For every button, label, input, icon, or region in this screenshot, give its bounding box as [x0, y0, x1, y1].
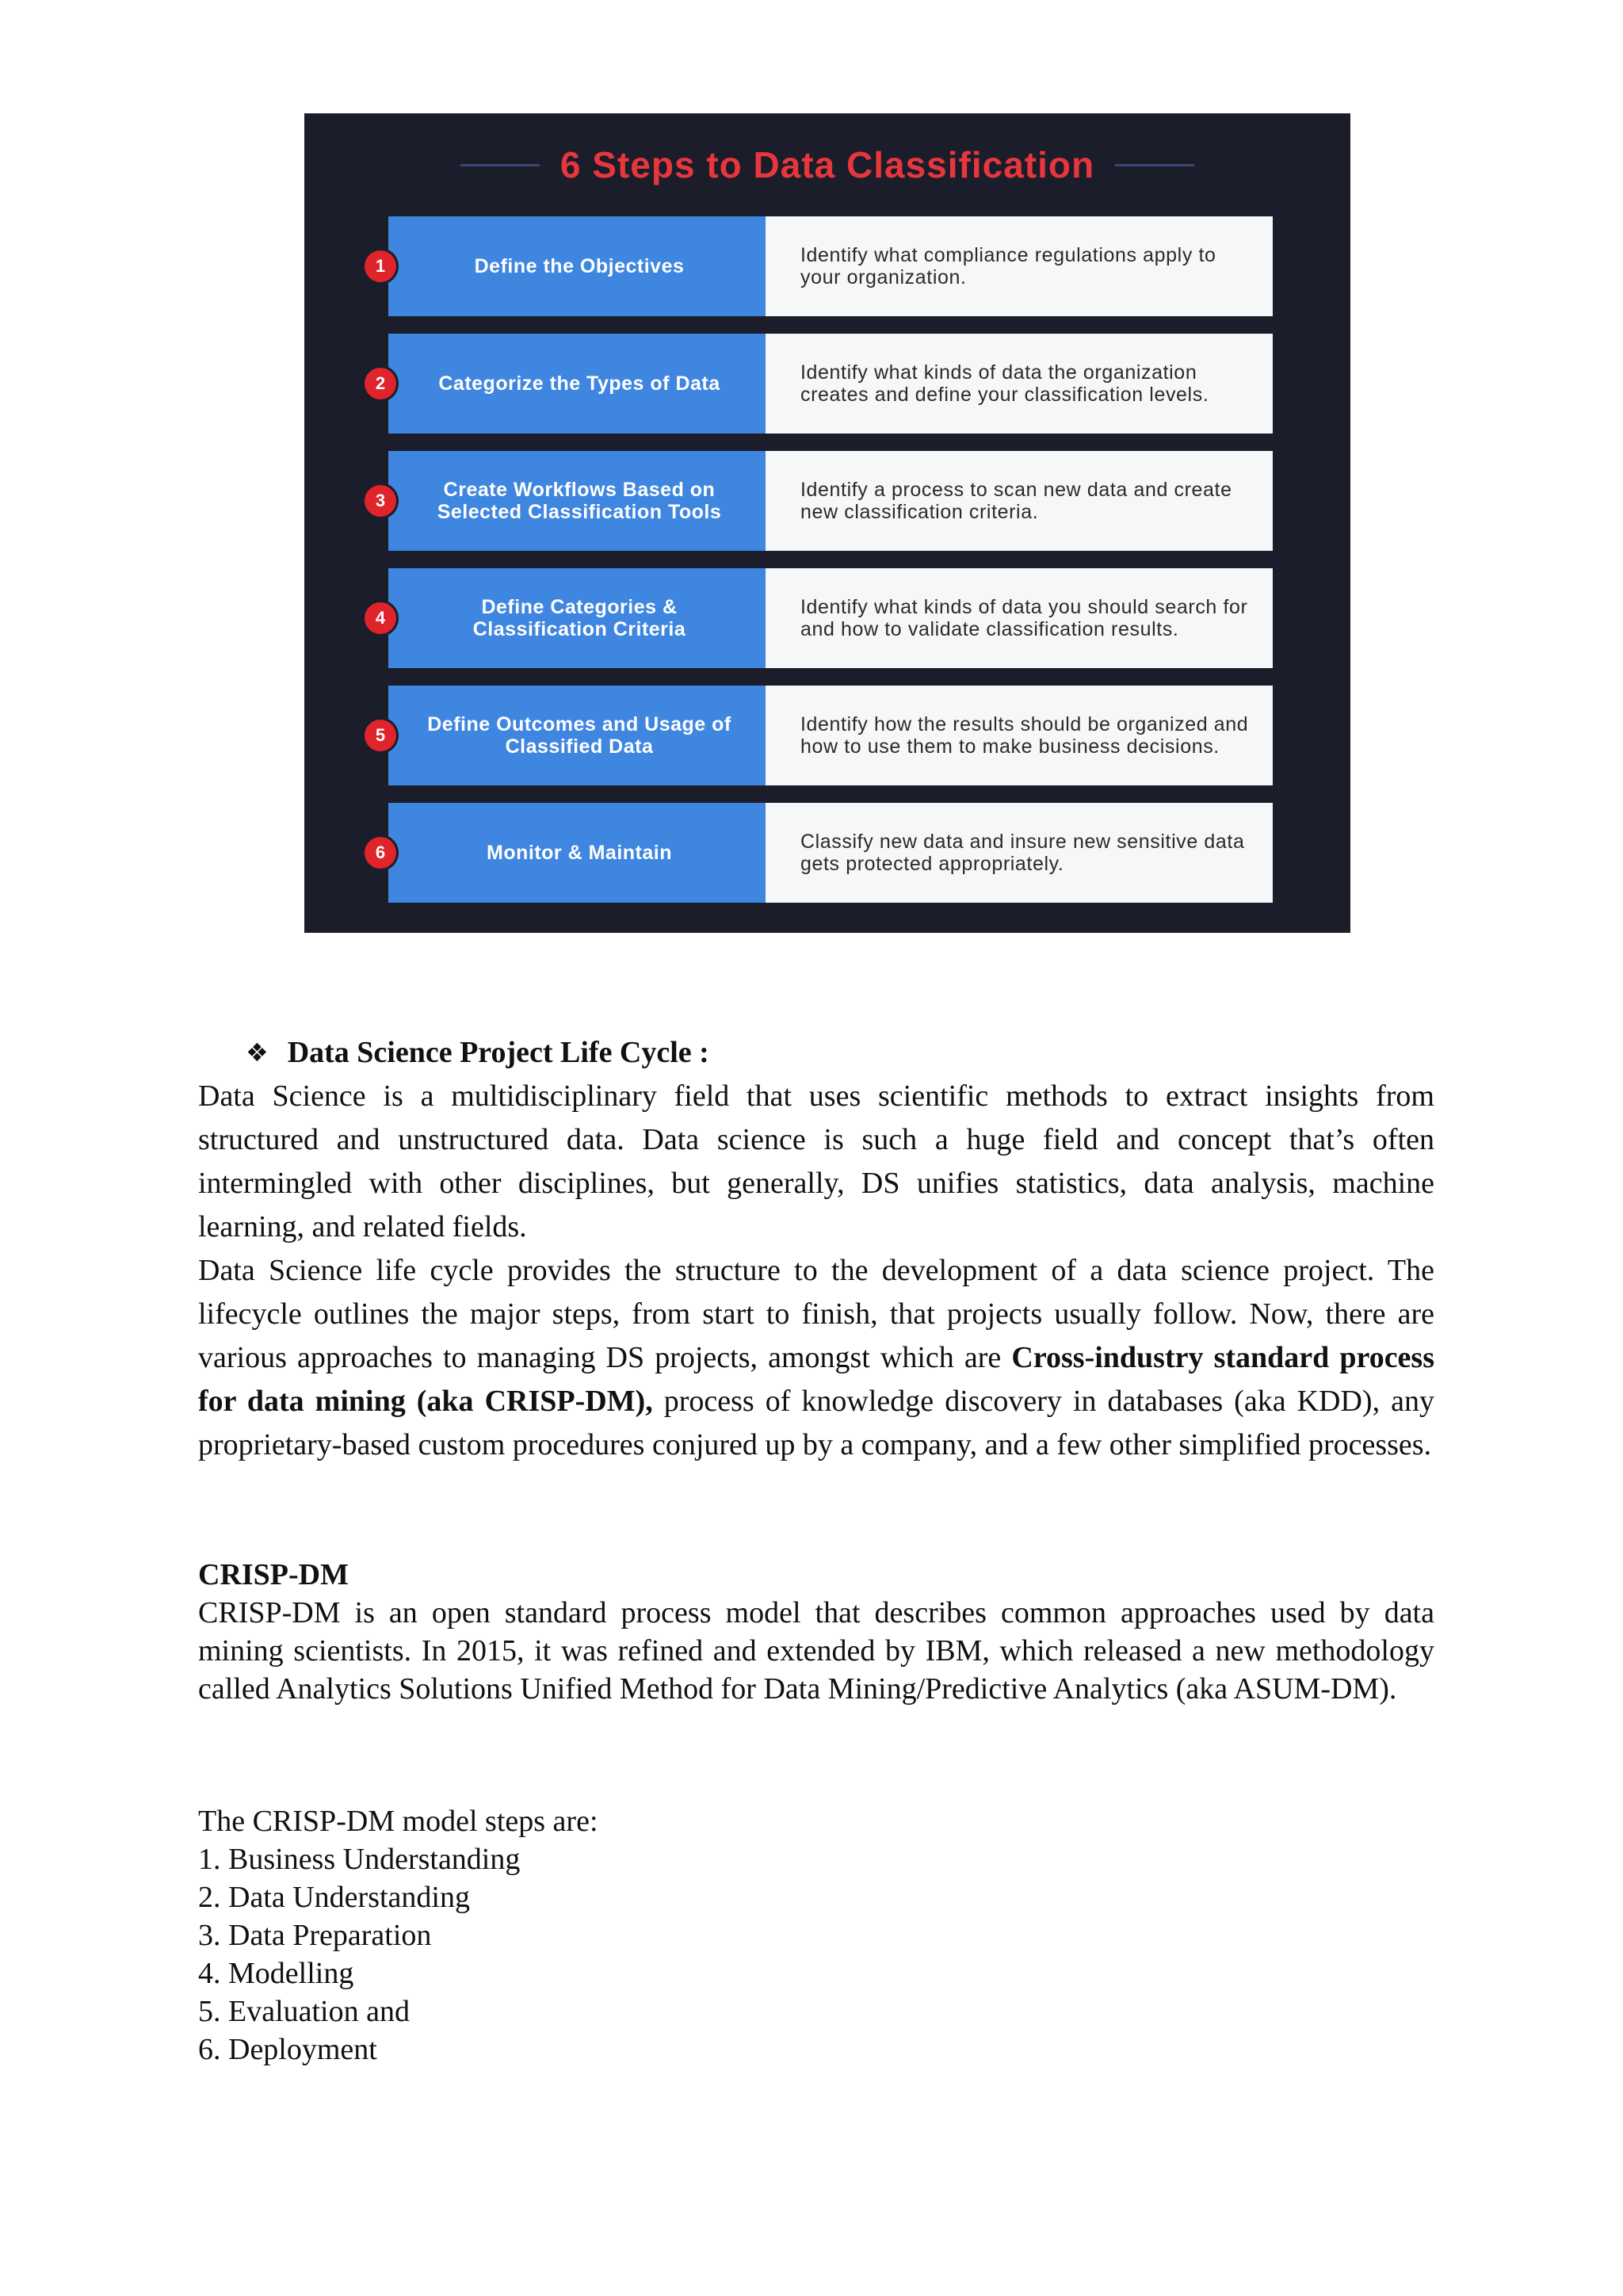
step-description	[800, 596, 1252, 640]
classification-step	[304, 451, 1350, 551]
lifecycle-text-c: process of knowledge discovery in databases (aka KDD), any proprietary-based custom procedures conjured up by a company, and a few other simplified processes.	[198, 1385, 1434, 1461]
step-description-panel	[766, 451, 1273, 551]
step-name: Create Workflows Based on Selected Classification Tools	[437, 479, 722, 523]
step-description-text: Classify new data and insure	[800, 831, 1073, 853]
crisp-dm-heading: CRISP-DM	[198, 1558, 349, 1591]
crisp-dm-paragraph: CRISP-DM is an open standard process model that describes common approaches used by data mining scientists. In 2015, it was refined and extended by IBM, which released a new methodology called Analytics Solutions Unified Method for Data Mining/Predictive Analytics (aka ASUM-DM).	[198, 1596, 1434, 1706]
classification-step	[304, 216, 1350, 316]
infographic-title: 6 Steps to Data Classification	[559, 144, 1095, 185]
step-description-highlight: kinds of data	[923, 361, 1043, 384]
step-description-text: .	[1202, 384, 1209, 406]
step-description-text: the organization creates and define your	[800, 361, 1197, 406]
lifecycle-text-bold: Cross-industry standard process for data mining (aka CRISP-DM),	[198, 1341, 1435, 1418]
step-description	[800, 244, 1252, 288]
step-description-highlight: validate classification results	[907, 618, 1173, 640]
step-description-text: and create new	[800, 479, 1232, 523]
step-description	[800, 713, 1252, 758]
list-item: 2. Data Understanding	[198, 1881, 470, 1914]
step-name: Define Outcomes and Usage of Classified Data	[427, 713, 731, 758]
step-number-badge: 4	[365, 602, 396, 634]
step-name-panel	[388, 686, 766, 785]
step-description-panel	[766, 568, 1273, 668]
step-number-badge: 1	[365, 250, 396, 282]
step-description-highlight: compliance regulations	[923, 244, 1137, 266]
step-name-panel	[388, 216, 766, 316]
step-number-badge: 6	[365, 837, 396, 869]
step-name: Define the Objectives	[474, 255, 685, 277]
step-name-panel	[388, 568, 766, 668]
step-description-highlight: process to scan new data	[892, 479, 1128, 501]
step-number-badge: 5	[365, 720, 396, 751]
step-description	[800, 479, 1252, 523]
step-description-text: Identify what	[800, 361, 924, 384]
section-heading-text: Data Science Project Life Cycle :	[287, 1036, 709, 1069]
step-description	[800, 361, 1252, 406]
classification-step	[304, 803, 1350, 903]
step-description-text: .	[1172, 618, 1179, 640]
step-name: Monitor & Maintain	[487, 842, 672, 864]
step-description-highlight: what kinds of data	[873, 596, 1043, 618]
step-description-text: apply to your organization.	[800, 244, 1216, 288]
step-description	[800, 831, 1252, 875]
section-heading	[246, 1035, 709, 1070]
crisp-steps-intro: The CRISP-DM model steps are:	[198, 1805, 598, 1838]
classification-step	[304, 568, 1350, 668]
step-description-text: .	[1057, 853, 1064, 875]
step-name: Categorize the Types of Data	[438, 372, 720, 395]
list-item: 5. Evaluation and	[198, 1995, 410, 2028]
lifecycle-paragraph	[198, 1249, 1434, 1467]
step-name-panel	[388, 334, 766, 434]
list-item: 6. Deployment	[198, 2033, 377, 2066]
title-divider-left	[460, 164, 540, 166]
four-diamonds-icon: ❖	[246, 1037, 269, 1068]
step-name: Define Categories & Classification Criteria	[472, 596, 686, 640]
step-description-highlight: new sensitive data gets protected appropriately	[800, 831, 1245, 875]
classification-step	[304, 334, 1350, 434]
intro-paragraph: Data Science is a multidisciplinary field that uses scientific methods to extract insights from structured and unstructured data. Data science is such a huge field and concept that’s often intermingled with other disciplines, but generally, DS unifies statistics, data analysis, machine learning, and related fields.	[198, 1079, 1434, 1244]
list-item: 3. Data Preparation	[198, 1919, 432, 1952]
crisp-steps-list	[198, 1840, 520, 2069]
step-description-panel	[766, 686, 1273, 785]
step-description-panel	[766, 803, 1273, 903]
step-description-highlight: classification levels	[1024, 384, 1203, 406]
step-name-panel	[388, 451, 766, 551]
step-description-text: .	[1032, 501, 1039, 523]
infographic-title-row	[304, 137, 1350, 193]
step-description-text: Identify	[800, 596, 874, 618]
step-description-text: Identify what	[800, 244, 924, 266]
step-description-text: Identify a	[800, 479, 892, 501]
step-description-text: Identify how the results should be organized and how to use them to	[800, 713, 1249, 758]
data-classification-infographic	[304, 113, 1350, 933]
step-description-panel	[766, 216, 1273, 316]
step-description-text: you should search for and how to	[800, 596, 1248, 640]
classification-step	[304, 686, 1350, 785]
step-description-highlight: classification criteria	[844, 501, 1033, 523]
list-item: 4. Modelling	[198, 1957, 354, 1990]
step-description-panel	[766, 334, 1273, 434]
step-number-badge: 3	[365, 485, 396, 517]
step-description-text: .	[1213, 735, 1220, 758]
step-number-badge: 2	[365, 368, 396, 399]
step-name-panel	[388, 803, 766, 903]
lifecycle-text-a: Data Science life cycle provides the structure to the development of a data science project. The lifecycle outlines the major steps, from start to finish, that projects usually follow. Now, there are various approaches to managing DS projects, amongst which are	[198, 1254, 1434, 1374]
step-description-highlight: make business decisions	[982, 735, 1214, 758]
title-divider-right	[1115, 164, 1194, 166]
list-item: 1. Business Understanding	[198, 1843, 521, 1876]
